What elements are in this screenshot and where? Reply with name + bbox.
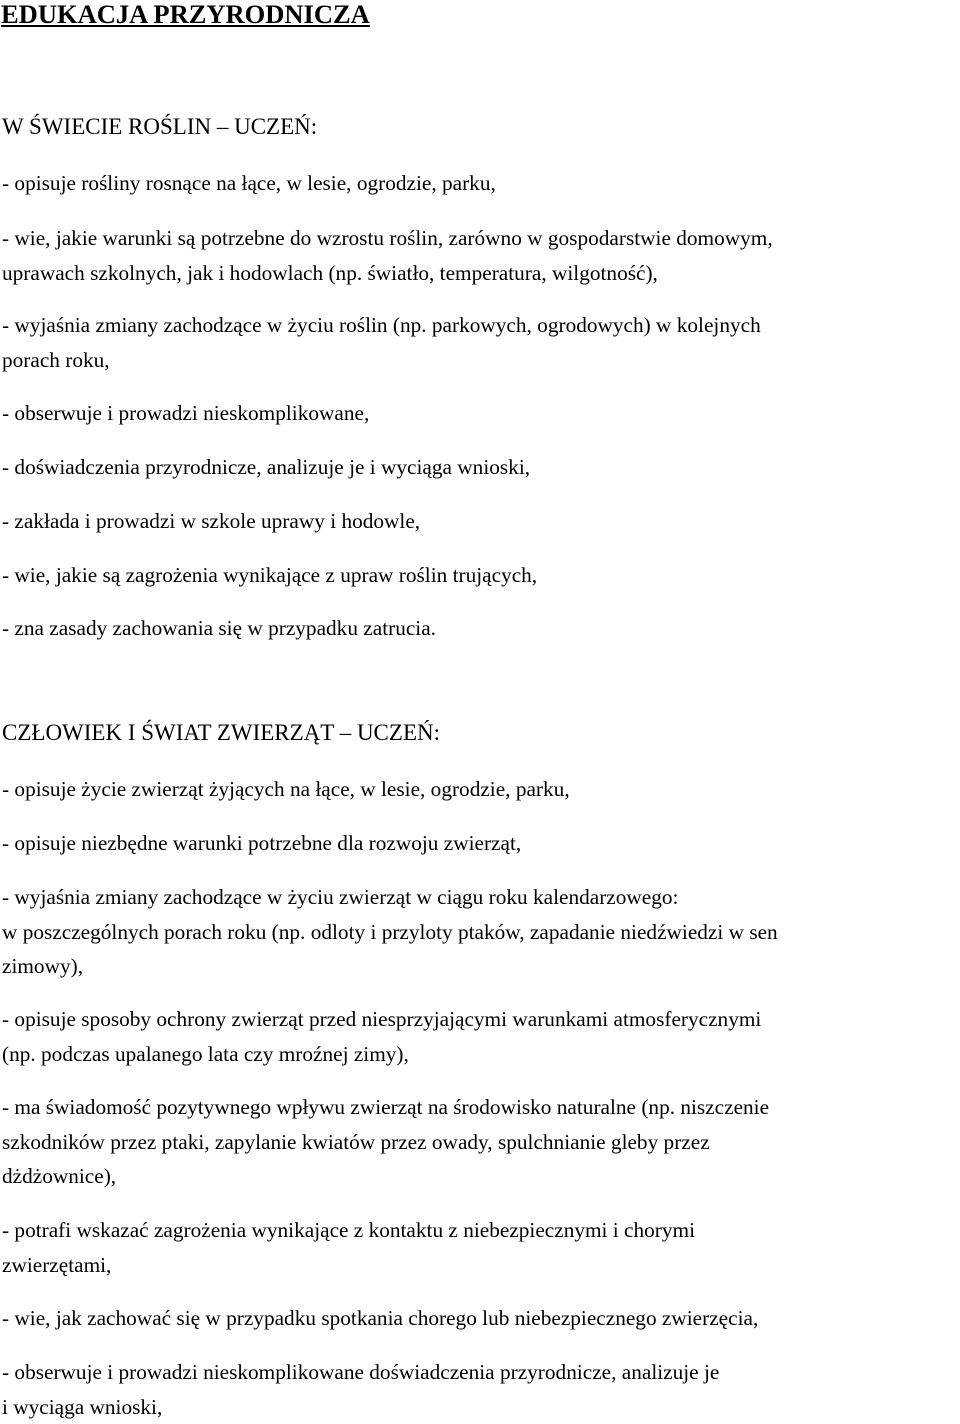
- list-item: [2, 1355, 719, 1424]
- list-item: [2, 826, 521, 861]
- item-line: - ma świadomość pozytywnego wpływu zwierząt na środowisko naturalne (np. niszczenie: [2, 1090, 769, 1125]
- item-line: porach roku,: [2, 343, 761, 378]
- item-line: - zakłada i prowadzi w szkole uprawy i hodowle,: [2, 504, 420, 539]
- list-item: [2, 308, 761, 377]
- list-item: [2, 166, 496, 201]
- item-line: - zna zasady zachowania się w przypadku zatrucia.: [2, 611, 436, 646]
- list-item: [2, 504, 420, 539]
- item-line: zwierzętami,: [2, 1248, 695, 1283]
- document-title: EDUKACJA PRZYRODNICZA: [1, 0, 370, 32]
- list-item: [2, 396, 369, 431]
- list-item: [2, 1213, 695, 1282]
- section-heading-animals: CZŁOWIEK I ŚWIAT ZWIERZĄT – UCZEŃ:: [2, 717, 440, 749]
- item-line: - obserwuje i prowadzi nieskomplikowane doświadczenia przyrodnicze, analizuje je: [2, 1355, 719, 1390]
- item-line: dżdżownice),: [2, 1159, 769, 1194]
- item-line: - opisuje rośliny rosnące na łące, w lesie, ogrodzie, parku,: [2, 166, 496, 201]
- item-line: - wie, jakie są zagrożenia wynikające z upraw roślin trujących,: [2, 558, 537, 593]
- list-item: [2, 611, 436, 646]
- list-item: [2, 450, 530, 485]
- item-line: (np. podczas upalanego lata czy mroźnej zimy),: [2, 1037, 761, 1072]
- item-line: - opisuje sposoby ochrony zwierząt przed niesprzyjającymi warunkami atmosferycznymi: [2, 1002, 761, 1037]
- item-line: - wyjaśnia zmiany zachodzące w życiu zwierząt w ciągu roku kalendarzowego:: [2, 880, 778, 915]
- item-line: - opisuje niezbędne warunki potrzebne dla rozwoju zwierząt,: [2, 826, 521, 861]
- list-item: [2, 772, 570, 807]
- item-line: - wyjaśnia zmiany zachodzące w życiu roślin (np. parkowych, ogrodowych) w kolejnych: [2, 308, 761, 343]
- item-line: i wyciąga wnioski,: [2, 1390, 719, 1424]
- item-line: - wie, jakie warunki są potrzebne do wzrostu roślin, zarówno w gospodarstwie domowym,: [2, 221, 773, 256]
- list-item: [2, 1002, 761, 1071]
- item-line: - doświadczenia przyrodnicze, analizuje je i wyciąga wnioski,: [2, 450, 530, 485]
- list-item: [2, 880, 778, 984]
- item-line: - opisuje życie zwierząt żyjących na łące, w lesie, ogrodzie, parku,: [2, 772, 570, 807]
- section-heading-plants: W ŚWIECIE ROŚLIN – UCZEŃ:: [2, 111, 317, 143]
- item-line: - obserwuje i prowadzi nieskomplikowane,: [2, 396, 369, 431]
- item-line: uprawach szkolnych, jak i hodowlach (np. światło, temperatura, wilgotność),: [2, 256, 773, 291]
- list-item: [2, 1090, 769, 1194]
- item-line: zimowy),: [2, 949, 778, 984]
- item-line: - potrafi wskazać zagrożenia wynikające z kontaktu z niebezpiecznymi i chorymi: [2, 1213, 695, 1248]
- list-item: [2, 558, 537, 593]
- list-item: [2, 221, 773, 290]
- list-item: [2, 1301, 758, 1336]
- item-line: szkodników przez ptaki, zapylanie kwiatów przez owady, spulchnianie gleby przez: [2, 1125, 769, 1160]
- item-line: w poszczególnych porach roku (np. odloty i przyloty ptaków, zapadanie niedźwiedzi w sen: [2, 915, 778, 950]
- item-line: - wie, jak zachować się w przypadku spotkania chorego lub niebezpiecznego zwierzęcia,: [2, 1301, 758, 1336]
